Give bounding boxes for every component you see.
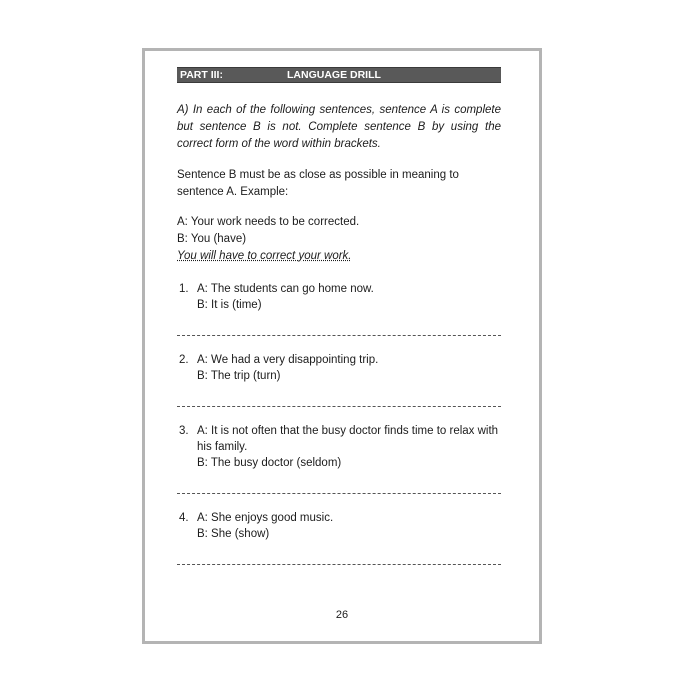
section-header-bar	[177, 67, 501, 83]
section-part-label: PART III:	[180, 69, 223, 81]
answer-line[interactable]	[177, 493, 501, 494]
question-body	[197, 281, 501, 313]
question-2	[177, 352, 501, 407]
question-number: 2.	[179, 354, 189, 366]
section-title: LANGUAGE DRILL	[287, 69, 381, 81]
question-number: 4.	[179, 512, 189, 524]
document-page	[142, 48, 542, 644]
question-4	[177, 510, 501, 565]
page-number: 26	[335, 609, 349, 621]
example-sentence-a: A: Your work needs to be corrected.	[177, 216, 360, 228]
example-block	[177, 214, 501, 265]
note-text: Sentence B must be as close as possible in meaning to sentence A. Example:	[177, 169, 459, 198]
question-sentence-a: A: She enjoys good music.	[197, 512, 334, 524]
question-sentence-a: A: The students can go home now.	[197, 283, 374, 295]
question-sentence-a: A: We had a very disappointing trip.	[197, 354, 379, 366]
question-body	[197, 510, 501, 542]
question-body	[197, 423, 501, 471]
answer-line[interactable]	[177, 335, 501, 336]
question-number: 3.	[179, 425, 189, 437]
question-sentence-a: A: It is not often that the busy doctor finds time to relax with his family.	[197, 425, 499, 453]
instruction-text: A) In each of the following sentences, sentence A is complete but sentence B is not. Complete sentence B by using the correct form of the word within brackets.	[177, 104, 501, 150]
question-3	[177, 423, 501, 494]
page-content	[177, 67, 501, 565]
example-sentence-b: B: You (have)	[177, 233, 247, 245]
question-sentence-b: B: The busy doctor (seldom)	[197, 457, 342, 469]
question-body	[197, 352, 501, 384]
question-sentence-b: B: It is (time)	[197, 299, 262, 311]
answer-line[interactable]	[177, 406, 501, 407]
example-answer	[177, 248, 501, 265]
question-sentence-b: B: The trip (turn)	[197, 370, 281, 382]
question-number: 1.	[179, 283, 189, 295]
question-1	[177, 281, 501, 336]
example-answer-text: You will have to correct your work.	[177, 250, 352, 262]
question-sentence-b: B: She (show)	[197, 528, 270, 540]
answer-line[interactable]	[177, 564, 501, 565]
